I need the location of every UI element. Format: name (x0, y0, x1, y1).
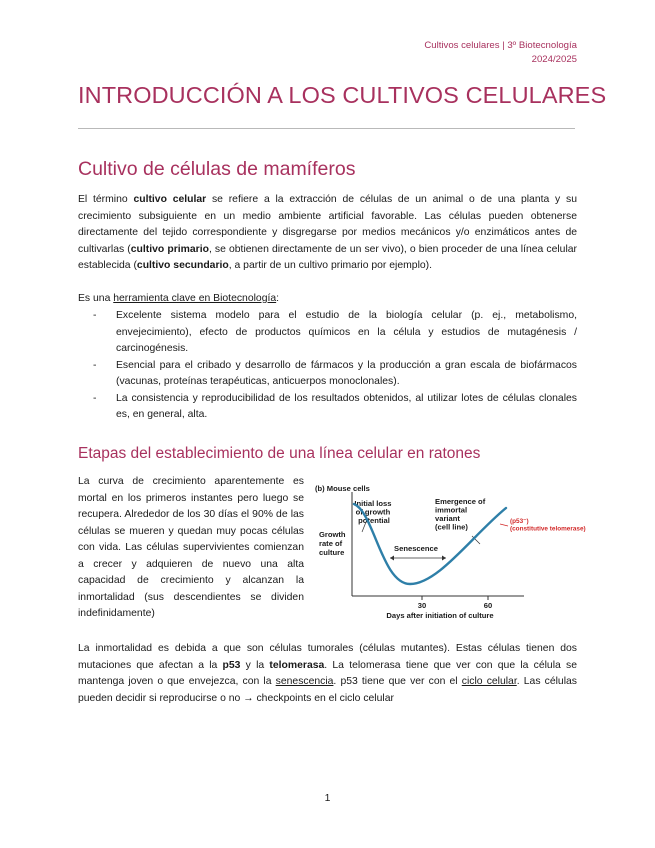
paragraph-immortality: La inmortalidad es debida a que son células tumorales (células mutantes). Estas células tienen dos mutaciones que afectan a la p53 y la telomerasa. La telomerasa tiene que ver con que la célula se mantenga joven o que envejezca, con la senescencia. p53 tiene que ver con el ciclo celular. Las células pueden decidir si reproducirse o no → checkpoints en el ciclo celular (78, 643, 577, 704)
x-axis-label: Days after initiation of culture (386, 611, 494, 620)
list-item: - Excelente sistema modelo para el estudio de la biología celular (p. ej., metabolismo, envejecimiento), efecto de productos químicos en la célula y estudios de mutagénesis / carcinogénesis. (93, 310, 577, 354)
annotation-senescence: Senescence (394, 544, 438, 553)
term-cultivo-celular: cultivo celular (133, 194, 207, 205)
paragraph-definition: El término cultivo celular se refiere a la extracción de células de un animal o de una planta y su crecimiento subsiguiente en un medio ambiente artificial favorable. Las células pueden obtenerse directamente del tejido correspondiente y disgregarse por medios mecánicos y/o enzimáticos antes de cultivarlas (cultivo primario, se obtienen directamente de un ser vivo), o bien proceder de una línea celular establecida (cultivo secundario, a partir de un cultivo primario por ejemplo). (78, 194, 577, 271)
bullet-dash: - (93, 359, 97, 371)
term-telomerasa: telomerasa (269, 659, 325, 671)
page-title: INTRODUCCIÓN A LOS CULTIVOS CELULARES (78, 82, 607, 108)
list-item: - La consistencia y reproducibilidad de los resultados obtenidos, al utilizar lotes de células clonales es, en general, alta. (93, 392, 577, 420)
term-cultivo-primario: cultivo primario (130, 243, 209, 255)
bullet-dash: - (93, 392, 97, 404)
senescence-arrow-right (442, 556, 446, 561)
term-herramienta-clave: herramienta clave en Biotecnología (113, 293, 277, 304)
title-divider (78, 128, 575, 129)
paragraph-herramienta: Es una herramienta clave en Biotecnología: (78, 293, 280, 304)
mouse-cells-growth-figure (312, 474, 594, 622)
x-tick-label-60: 60 (483, 601, 493, 610)
annotation-p53: (p53⁻) (constitutive telomerase) (510, 518, 586, 533)
section-heading-etapas: Etapas del establecimiento de una línea celular en ratones (78, 445, 481, 462)
x-tick-label-30: 30 (417, 601, 427, 610)
term-senescencia: senescencia (275, 676, 334, 687)
senescence-arrow-left (390, 556, 394, 561)
figure-panel-label: (b) Mouse cells (315, 484, 370, 493)
annotation-initial-loss: Initial loss of growth potential (354, 499, 392, 525)
annotation-emergence: Emergence of immortal variant (cell line) (435, 497, 486, 532)
bullet-dash: - (93, 310, 97, 321)
p53-pointer-line (500, 524, 508, 526)
section-heading-cultivo: Cultivo de células de mamíferos (78, 158, 356, 180)
term-p53: p53 (222, 659, 241, 671)
header-year: 2024/2025 (531, 54, 577, 65)
running-header (424, 39, 577, 67)
header-course: Cultivos celulares | 3º Biotecnología (424, 40, 577, 51)
page-number: 1 (324, 793, 331, 804)
bullet-list (78, 308, 577, 424)
paragraph-growth-curve: La curva de crecimiento aparentemente es mortal en los primeros instantes pero luego se recupera. Alrededor de los 30 días el 90% de las células se mueren y quedan muy pocas células con vida. Las células supervivientes comienzan a crecer y adquieren de nuevo una alta capacidad de crecimiento y alcanzan la inmortalidad (sus descendientes se dividen indefinidamente) (78, 476, 304, 619)
y-axis-label: Growth rate of culture (319, 530, 346, 557)
term-cultivo-secundario: cultivo secundario (136, 260, 229, 271)
list-item: - Esencial para el cribado y desarrollo de fármacos y la producción a gran escala de biofármacos (vacunas, proteínas terapéuticas, anticuerpos monoclonales). (93, 359, 577, 387)
term-ciclo-celular: ciclo celular (461, 676, 517, 687)
